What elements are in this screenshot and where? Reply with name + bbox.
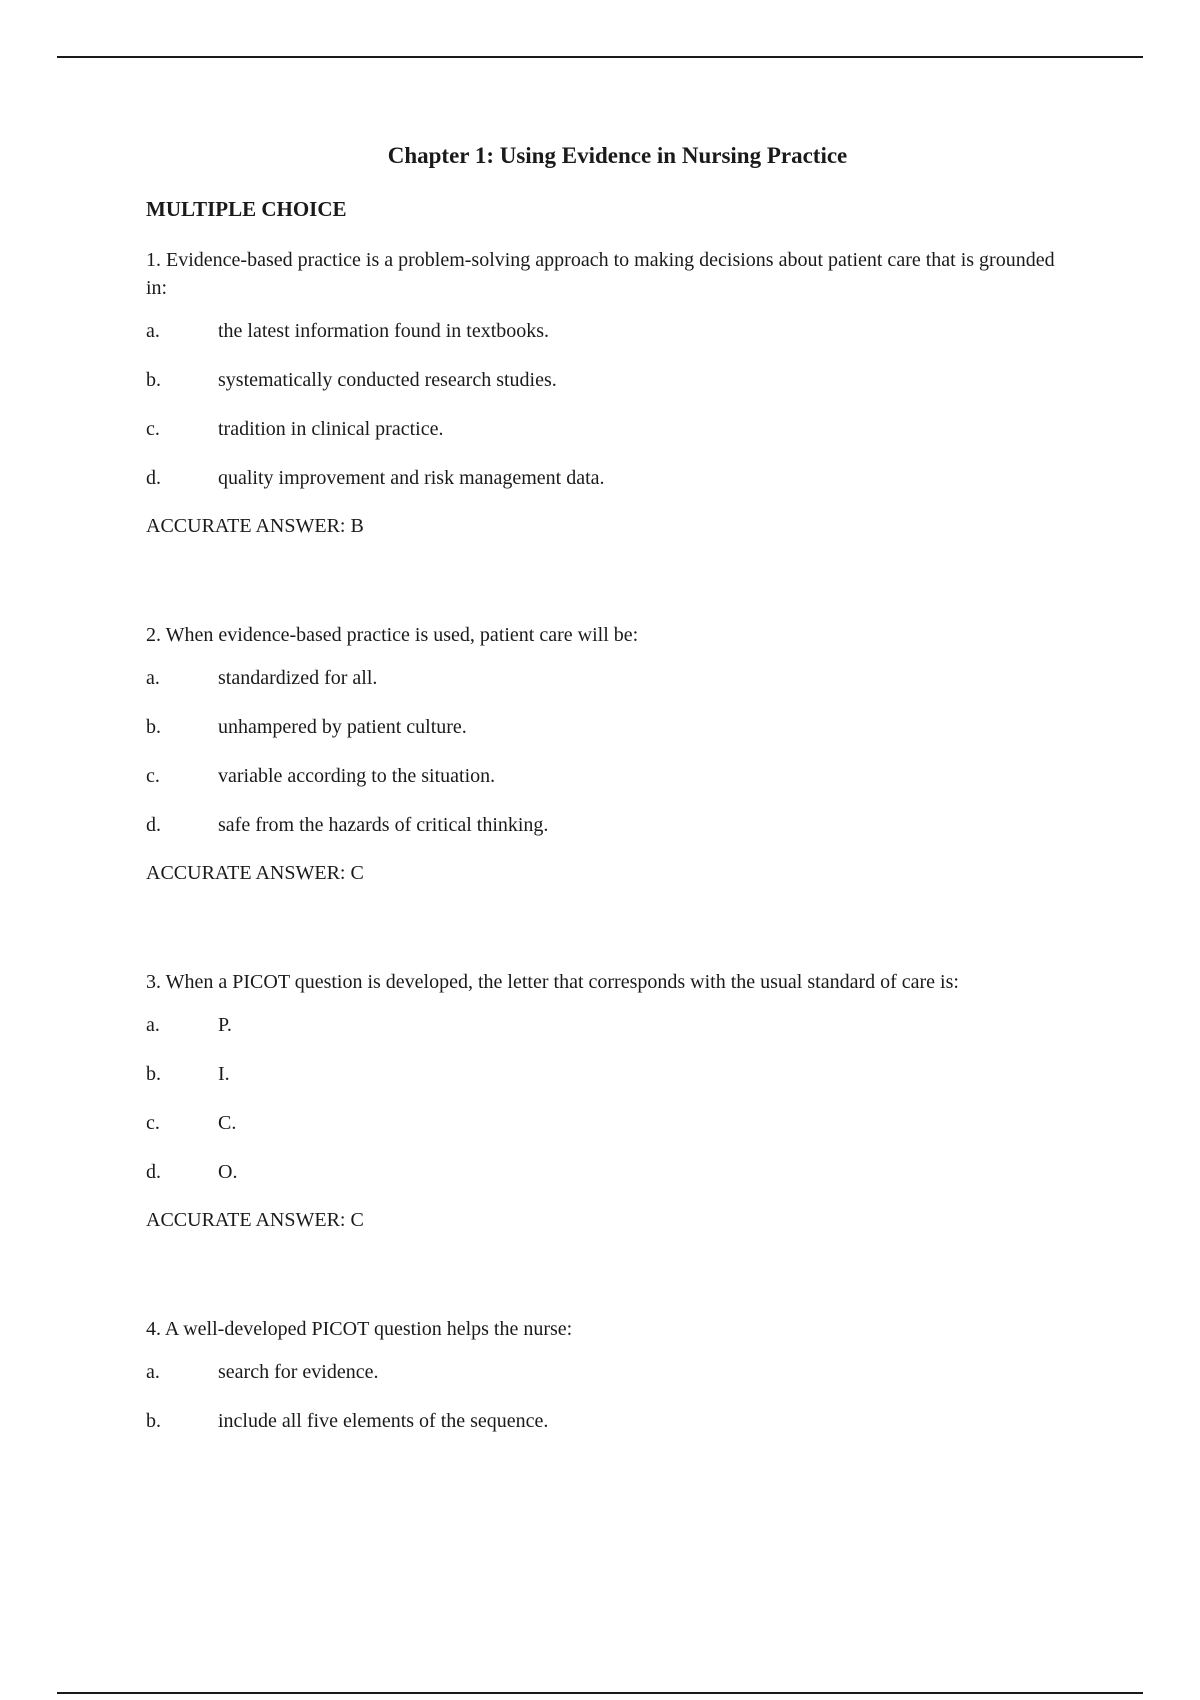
page-title: Chapter 1: Using Evidence in Nursing Practice: [387, 143, 848, 168]
question-stem: 3. When a PICOT question is developed, the letter that corresponds with the usual standard of care is:: [146, 971, 959, 993]
answer-key: ACCURATE ANSWER: C: [146, 1209, 364, 1231]
option-b: [146, 351, 1076, 400]
option-list: [146, 1343, 1076, 1441]
option-letter: a.: [146, 667, 160, 689]
option-b: [146, 698, 1076, 747]
option-text: search for evidence.: [218, 1361, 379, 1383]
option-letter: d.: [146, 467, 161, 489]
option-letter: d.: [146, 814, 161, 836]
answer-key: ACCURATE ANSWER: B: [146, 515, 364, 537]
option-list: [146, 996, 1076, 1192]
question-stem: 2. When evidence-based practice is used, patient care will be:: [146, 624, 639, 646]
option-text: systematically conducted research studies.: [218, 369, 557, 391]
option-text: O.: [218, 1161, 238, 1183]
option-text: the latest information found in textbooks.: [218, 320, 550, 342]
option-text: variable according to the situation.: [218, 765, 496, 787]
option-a: [146, 1343, 1076, 1392]
option-list: [146, 649, 1076, 845]
option-letter: b.: [146, 1410, 161, 1432]
option-text: safe from the hazards of critical thinking.: [218, 814, 549, 836]
option-c: [146, 400, 1076, 449]
option-list: [146, 302, 1076, 498]
option-letter: a.: [146, 320, 160, 342]
option-text: standardized for all.: [218, 667, 378, 689]
option-a: [146, 649, 1076, 698]
option-b: [146, 1045, 1076, 1094]
option-text: unhampered by patient culture.: [218, 716, 467, 738]
option-text: tradition in clinical practice.: [218, 418, 444, 440]
question-1: [146, 246, 1076, 538]
question-4: [146, 1315, 1076, 1441]
option-letter: c.: [146, 1112, 160, 1134]
option-letter: b.: [146, 1063, 161, 1085]
bottom-rule: [57, 1692, 1143, 1694]
option-a: [146, 996, 1076, 1045]
option-letter: d.: [146, 1161, 161, 1183]
option-a: [146, 302, 1076, 351]
option-c: [146, 747, 1076, 796]
answer-key: ACCURATE ANSWER: C: [146, 862, 364, 884]
section-heading: MULTIPLE CHOICE: [146, 197, 347, 221]
option-text: quality improvement and risk management data.: [218, 467, 605, 489]
option-b: [146, 1392, 1076, 1441]
question-stem: 1. Evidence-based practice is a problem-solving approach to making decisions about patient care that is grounded in:: [146, 249, 1055, 299]
option-letter: b.: [146, 716, 161, 738]
option-d: [146, 1143, 1076, 1192]
option-letter: c.: [146, 418, 160, 440]
option-letter: b.: [146, 369, 161, 391]
option-text: include all five elements of the sequence.: [218, 1410, 549, 1432]
question-stem: 4. A well-developed PICOT question helps the nurse:: [146, 1318, 573, 1340]
option-c: [146, 1094, 1076, 1143]
option-text: C.: [218, 1112, 237, 1134]
option-d: [146, 796, 1076, 845]
option-text: P.: [218, 1014, 232, 1036]
top-rule: [57, 56, 1143, 58]
option-letter: a.: [146, 1361, 160, 1383]
option-letter: c.: [146, 765, 160, 787]
option-text: I.: [218, 1063, 230, 1085]
option-d: [146, 449, 1076, 498]
option-letter: a.: [146, 1014, 160, 1036]
question-2: [146, 621, 1076, 885]
question-3: [146, 968, 1076, 1232]
